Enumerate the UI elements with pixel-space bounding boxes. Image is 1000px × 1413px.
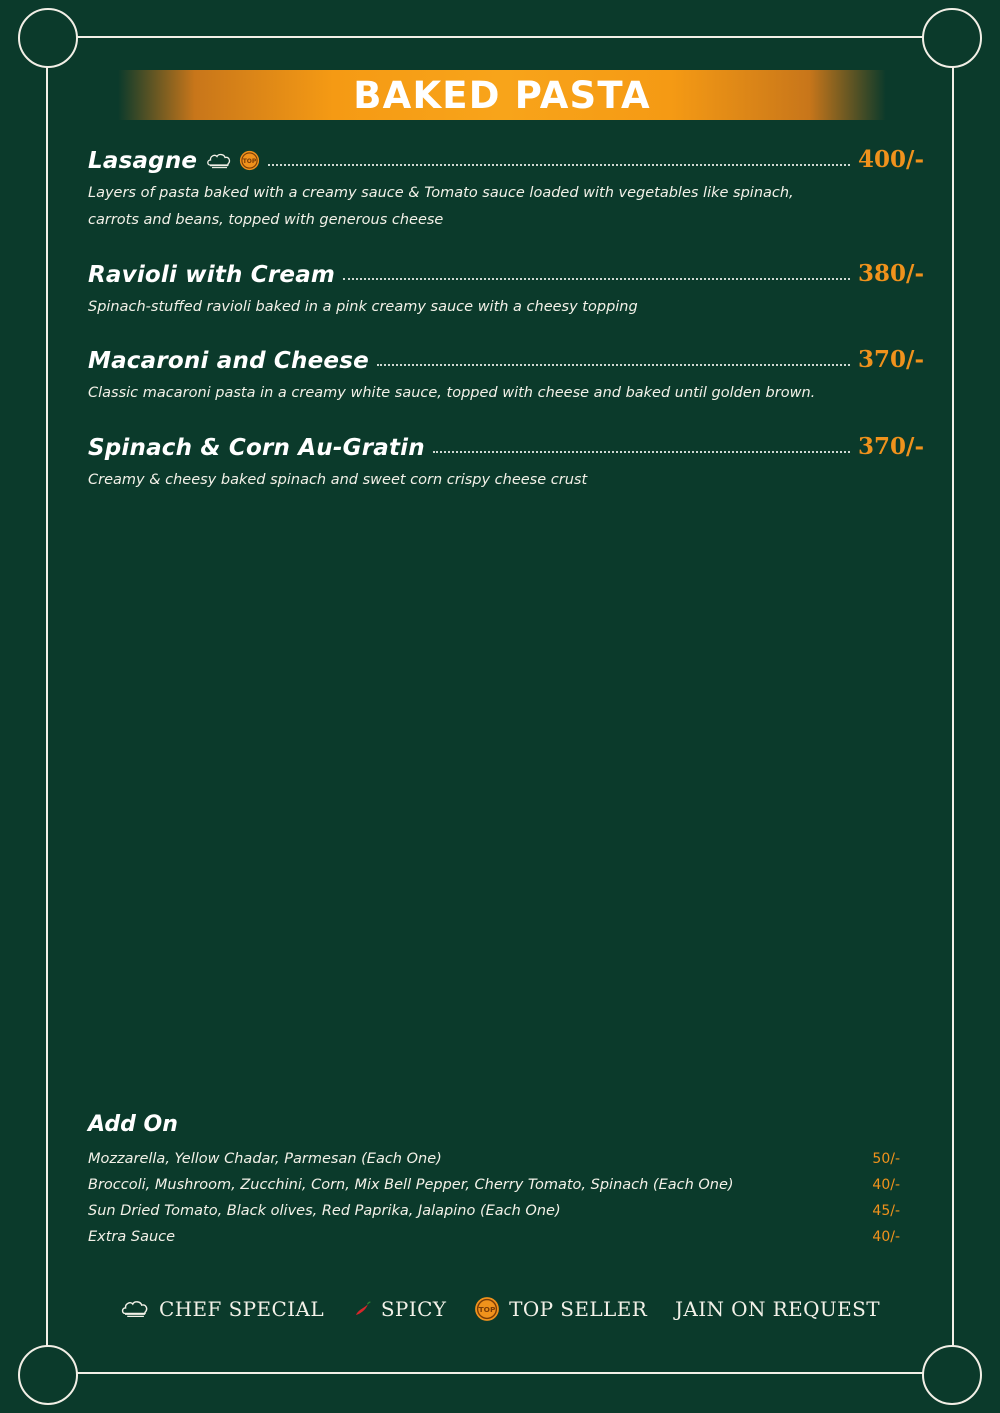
legend-item-jain-on-request: [675, 1297, 880, 1321]
leader-dots: [343, 278, 850, 280]
menu-item: [88, 260, 924, 321]
addon-price: 45/-: [872, 1203, 900, 1219]
legend-item-chef-special: [120, 1297, 324, 1321]
addon-row: [88, 1203, 900, 1219]
page-title: BAKED PASTA: [353, 73, 651, 117]
leader-dots: [377, 364, 850, 366]
addon-label: Broccoli, Mushroom, Zucchini, Corn, Mix Bell Pepper, Cherry Tomato, Spinach (Each One): [88, 1177, 734, 1193]
addon-label: Extra Sauce: [88, 1229, 176, 1245]
menu-item-name: Ravioli with Cream: [88, 261, 336, 288]
addon-row: [88, 1151, 900, 1167]
legend-label: CHEF SPECIAL: [159, 1297, 325, 1321]
leader-dots: [268, 164, 850, 166]
menu-item-price: 380/-: [858, 259, 924, 287]
corner-ornament-bottom-left: [18, 1345, 78, 1405]
addon-price: 40/-: [872, 1177, 900, 1193]
menu-item-price: 370/-: [858, 346, 924, 374]
menu-item-description: Creamy & cheesy baked spinach and sweet corn crispy cheese crust: [88, 472, 588, 489]
svg-text:TOP: TOP: [478, 1305, 496, 1315]
addon-price: 50/-: [872, 1151, 900, 1167]
menu-item-badges: [206, 150, 260, 174]
addon-price: 40/-: [872, 1229, 900, 1245]
menu-item-name: Spinach & Corn Au-Gratin: [88, 435, 425, 462]
legend: [120, 1296, 880, 1322]
menu-item-description: Layers of pasta baked with a creamy sauce & Tomato sauce loaded with vegetables like spinach, carrots and beans, topped with generous cheese: [88, 185, 794, 228]
menu-item-price: 400/-: [858, 146, 924, 173]
addon-section: [88, 1112, 900, 1255]
chef-special-icon: [120, 1299, 150, 1319]
menu-item-name: Macaroni and Cheese: [88, 348, 369, 375]
leader-dots: [433, 451, 850, 453]
addon-row: [88, 1177, 900, 1193]
addon-label: Sun Dried Tomato, Black olives, Red Paprika, Jalapino (Each One): [88, 1203, 561, 1219]
menu-item-description: Classic macaroni pasta in a creamy white sauce, topped with cheese and baked until golden brown.: [88, 385, 816, 402]
addon-row: [88, 1229, 900, 1245]
corner-ornament-bottom-right: [922, 1345, 982, 1405]
chilli-icon: [352, 1299, 372, 1319]
addon-title: Add On: [88, 1112, 178, 1137]
top-seller-icon: [239, 150, 260, 171]
menu-item: [88, 346, 924, 407]
menu-item-list: [88, 146, 924, 520]
legend-item-spicy: [352, 1297, 447, 1321]
menu-item-price: 370/-: [858, 433, 924, 461]
menu-item-header: [88, 433, 924, 461]
menu-item-header: [88, 146, 924, 174]
chef-special-icon: [206, 152, 232, 170]
top-seller-icon: [474, 1296, 500, 1322]
menu-item: [88, 433, 924, 494]
legend-label: SPICY: [380, 1297, 447, 1321]
svg-text:TOP: TOP: [242, 158, 257, 165]
legend-label: JAIN ON REQUEST: [674, 1297, 880, 1321]
legend-item-top-seller: [474, 1296, 647, 1322]
legend-label: TOP SELLER: [509, 1297, 648, 1321]
page-header-banner: [118, 70, 886, 120]
menu-item: [88, 146, 924, 234]
menu-item-name: Lasagne: [88, 148, 198, 174]
corner-ornament-top-left: [18, 8, 78, 68]
menu-item-description: Spinach-stuffed ravioli baked in a pink creamy sauce with a cheesy topping: [88, 298, 638, 315]
addon-label: Mozzarella, Yellow Chadar, Parmesan (Each One): [88, 1151, 442, 1167]
menu-item-header: [88, 346, 924, 374]
corner-ornament-top-right: [922, 8, 982, 68]
menu-item-header: [88, 260, 924, 288]
